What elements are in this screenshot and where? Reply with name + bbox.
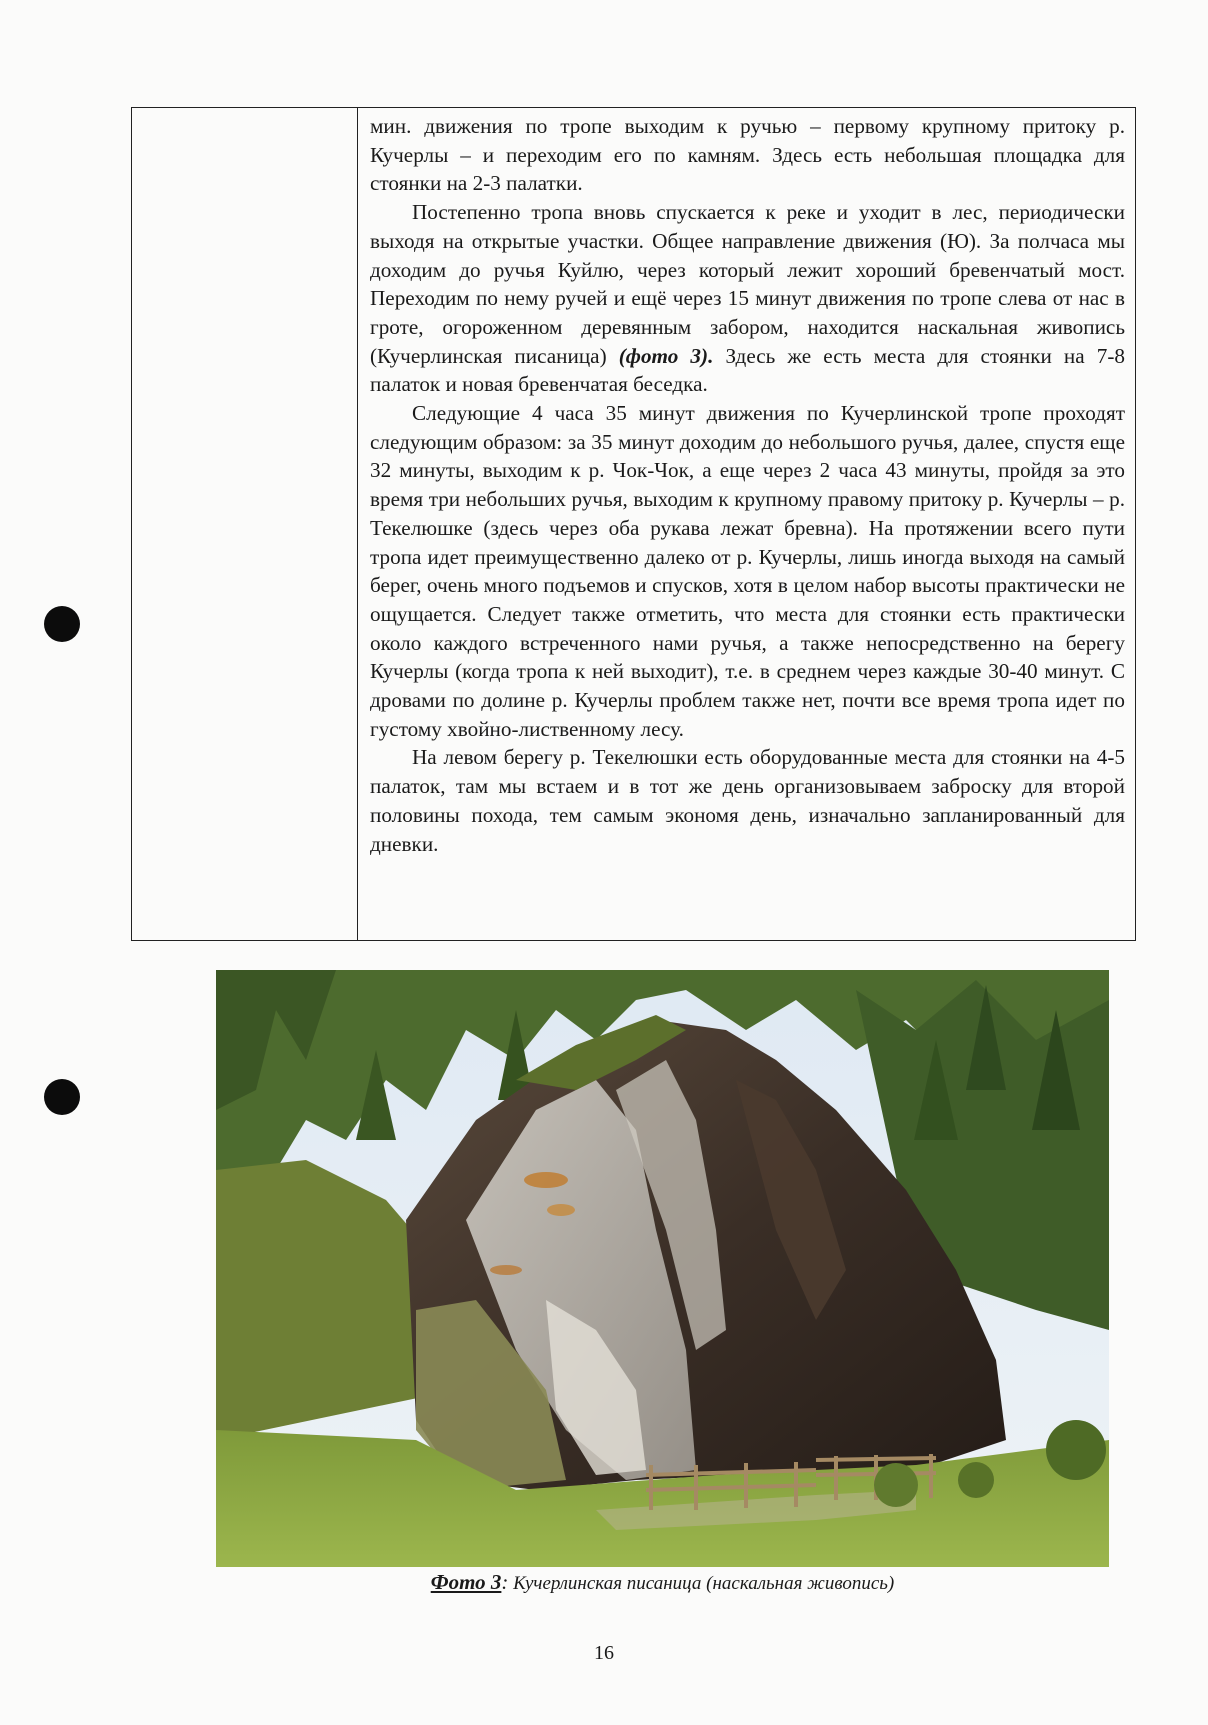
punch-hole-top — [44, 606, 80, 642]
caption-colon: : — [501, 1570, 509, 1594]
paragraph-2-text-end: Здесь же есть места для стоянки на 7-8 палаток и новая бревенчатая беседка. — [370, 343, 1125, 397]
photo-caption — [216, 1570, 1109, 1595]
paragraph-2 — [370, 198, 1125, 399]
route-description-table — [131, 107, 1136, 941]
paragraph-4: На левом берегу р. Текелюшки есть оборудованные места для стоянки на 4-5 палаток, там мы встаем и в тот же день организовываем заброску для второй половины похода, тем самым экономя день, изначально запланированный для дневки. — [370, 745, 1125, 856]
photo-reference: (фото 3). — [618, 343, 714, 368]
rock-painting-photo — [216, 970, 1109, 1567]
page-number: 16 — [594, 1642, 614, 1664]
table-right-cell — [358, 108, 1135, 940]
caption-text: Кучерлинская писаница (наскальная живопись) — [508, 1573, 895, 1594]
paragraph-2-text-start: Постепенно тропа вновь спускается к реке и уходит в лес, периодически выходя на открытые участки. Общее направление движения (Ю). За полчаса мы доходим до ручья Куйлю, через который лежит хороший бревенчатый мост. Переходим по нему ручей и ещё через 15 минут движения по тропе слева от нас в гроте, огороженном деревянным забором, находится наскальная живопись (Кучерлинская писаница) — [370, 200, 1125, 368]
paragraph-3: Следующие 4 часа 35 минут движения по Кучерлинской тропе проходят следующим образом: за 35 минут доходим до небольшого ручья, далее, спустя еще 32 минуты, выходим к р. Чок-Чок, а еще через 2 часа 43 минуты, пройдя за это время три небольших ручья, выходим к крупному правому притоку р. Кучерлы – р. Текелюшке (здесь через оба рукава лежат бревна). На протяжении всего пути тропа идет преимущественно далеко от р. Кучерлы, лишь иногда выходя на самый берег, очень много подъемов и спусков, хотя в целом набор высоты практически не ощущается. Следует также отметить, что места для стоянки есть практически около каждого встреченного нами ручья, а также непосредственно на берегу Кучерлы (когда тропа к ней выходит), т.е. в среднем через каждые 30-40 минут. С дровами по долине р. Кучерлы проблем также нет, почти все время тропа идет по густому хвойно-лиственному лесу. — [370, 401, 1125, 741]
table-left-cell-empty — [132, 108, 358, 940]
punch-hole-bottom — [44, 1079, 80, 1115]
paragraph-1: мин. движения по тропе выходим к ручью – первому крупному притоку р. Кучерлы – и переходим его по камням. Здесь есть небольшая площадка для стоянки на 2-3 палатки. — [370, 114, 1125, 196]
caption-label: Фото 3 — [430, 1570, 502, 1594]
